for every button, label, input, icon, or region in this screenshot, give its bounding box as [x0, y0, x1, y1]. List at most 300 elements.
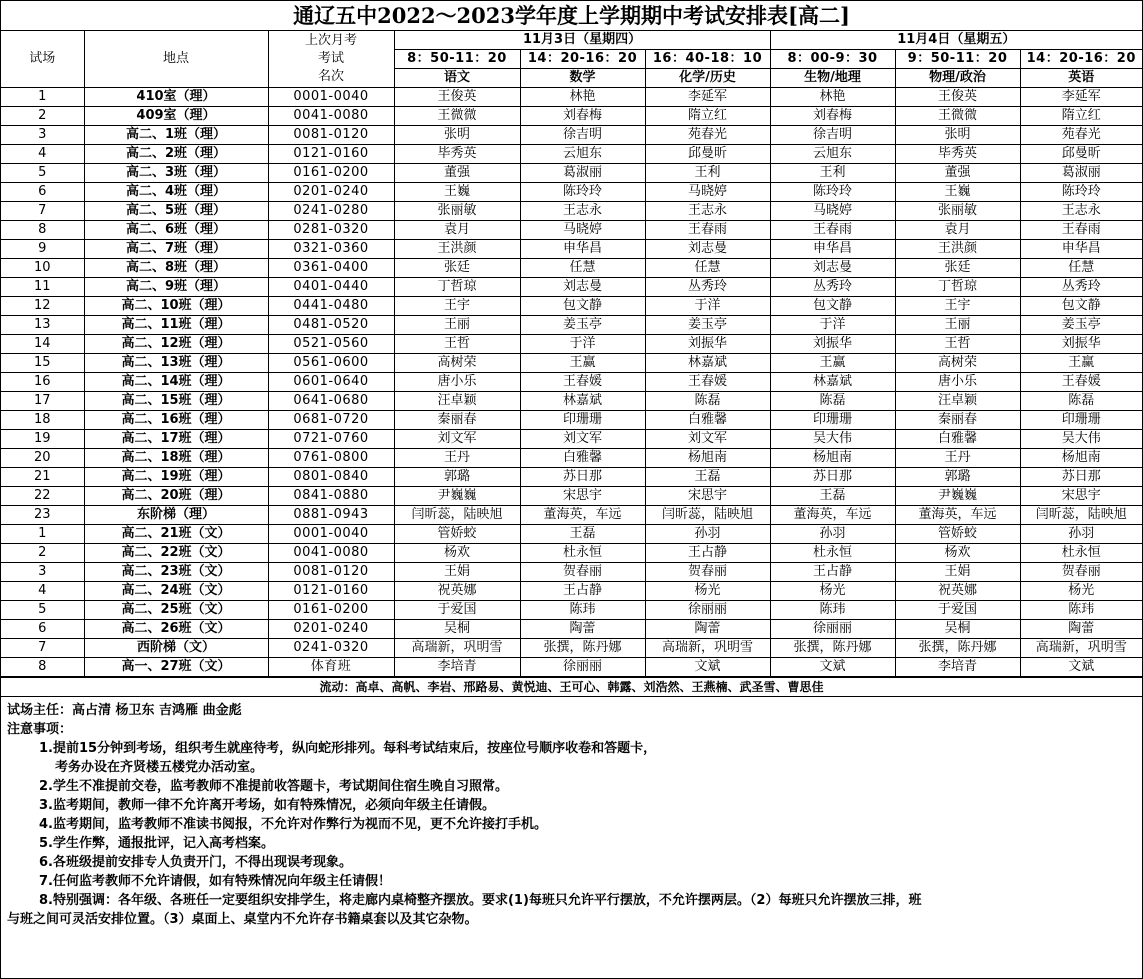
proctor-cell: 印珊珊	[1020, 411, 1142, 430]
proctor-cell: 包文静	[520, 297, 645, 316]
place-cell: 高二、11班（理）	[84, 316, 268, 335]
proctor-cell: 李延军	[645, 88, 770, 107]
proctor-cell: 张撰，陈丹娜	[895, 639, 1020, 658]
proctor-cell: 林嘉斌	[770, 373, 895, 392]
room-number-cell: 23	[1, 506, 84, 525]
rank-range-cell: 0521-0560	[268, 335, 394, 354]
proctor-cell: 高瑞新，巩明雪	[1020, 639, 1142, 658]
header-time: 14：20-16：20	[520, 50, 645, 69]
proctor-cell: 任慧	[1020, 259, 1142, 278]
table-row	[1, 411, 1142, 430]
table-row	[1, 316, 1142, 335]
proctor-cell: 葛淑丽	[1020, 164, 1142, 183]
room-number-cell: 19	[1, 430, 84, 449]
place-cell: 高二、21班（文）	[84, 525, 268, 544]
table-row	[1, 145, 1142, 164]
header-room: 试场	[1, 31, 84, 88]
note-item: 3.监考期间，教师一律不允许离开考场，如有特殊情况，必须向年级主任请假。	[39, 798, 495, 813]
proctor-cell: 陈玲玲	[1020, 183, 1142, 202]
table-row	[1, 88, 1142, 107]
table-row	[1, 582, 1142, 601]
proctor-cell: 尹巍巍	[394, 487, 520, 506]
proctor-cell: 宋思宇	[520, 487, 645, 506]
place-cell: 东阶梯（理）	[84, 506, 268, 525]
proctor-cell: 陈玲玲	[770, 183, 895, 202]
header-rank-line: 考试	[317, 51, 344, 66]
proctor-cell: 李培青	[394, 658, 520, 677]
room-number-cell: 4	[1, 145, 84, 164]
proctor-cell: 王志永	[1020, 202, 1142, 221]
proctor-cell: 吴桐	[394, 620, 520, 639]
proctor-cell: 张廷	[394, 259, 520, 278]
notes-heading: 注意事项：	[7, 722, 73, 737]
room-number-cell: 5	[1, 601, 84, 620]
proctor-cell: 王磊	[520, 525, 645, 544]
proctor-cell: 包文静	[770, 297, 895, 316]
room-number-cell: 20	[1, 449, 84, 468]
proctor-cell: 于洋	[520, 335, 645, 354]
proctor-cell: 丁哲琼	[895, 278, 1020, 297]
proctor-cell: 刘志曼	[645, 240, 770, 259]
table-row	[1, 183, 1142, 202]
table-row	[1, 601, 1142, 620]
proctor-cell: 白雅馨	[895, 430, 1020, 449]
proctor-cell: 高树荣	[394, 354, 520, 373]
proctor-cell: 于洋	[770, 316, 895, 335]
proctor-cell: 王丹	[394, 449, 520, 468]
proctor-cell: 高瑞新，巩明雪	[394, 639, 520, 658]
room-number-cell: 6	[1, 620, 84, 639]
proctor-cell: 吴大伟	[1020, 430, 1142, 449]
proctor-cell: 王志永	[645, 202, 770, 221]
header-subject: 生物/地理	[770, 69, 895, 88]
rank-range-cell: 0801-0840	[268, 468, 394, 487]
proctor-cell: 杨旭南	[645, 449, 770, 468]
proctor-cell: 闫昕蕊，陆映旭	[394, 506, 520, 525]
table-row	[1, 164, 1142, 183]
proctor-cell: 邱曼昕	[645, 145, 770, 164]
table-row	[1, 658, 1142, 677]
proctor-cell: 任慧	[520, 259, 645, 278]
proctor-cell: 王哲	[394, 335, 520, 354]
proctor-cell: 张丽敏	[394, 202, 520, 221]
header-rank	[268, 31, 394, 88]
rank-range-cell: 0881-0943	[268, 506, 394, 525]
rank-range-cell: 0001-0040	[268, 525, 394, 544]
room-number-cell: 13	[1, 316, 84, 335]
proctor-cell: 云旭东	[770, 145, 895, 164]
proctor-cell: 王春雨	[1020, 221, 1142, 240]
proctor-cell: 王磊	[770, 487, 895, 506]
header-rank-line: 上次月考	[304, 33, 357, 48]
proctor-cell: 丛秀玲	[1020, 278, 1142, 297]
proctor-cell: 于爱国	[895, 601, 1020, 620]
proctor-cell: 马晓婷	[645, 183, 770, 202]
proctor-cell: 杨光	[1020, 582, 1142, 601]
header-time: 9：50-11：20	[895, 50, 1020, 69]
header-time: 8：50-11：20	[394, 50, 520, 69]
place-cell: 高二、14班（理）	[84, 373, 268, 392]
schedule-table	[1, 31, 1142, 677]
proctor-cell: 李培青	[895, 658, 1020, 677]
proctor-cell: 文斌	[770, 658, 895, 677]
table-row	[1, 240, 1142, 259]
proctor-cell: 刘春梅	[520, 107, 645, 126]
note-item: 1.提前15分钟到考场，组织考生就座待考，纵向蛇形排列。每科考试结束后，按座位号顺序收卷和答题卡，	[39, 741, 657, 756]
place-cell: 高二、22班（文）	[84, 544, 268, 563]
rank-range-cell: 0081-0120	[268, 126, 394, 145]
proctor-cell: 白雅馨	[520, 449, 645, 468]
page-title: 通辽五中2022～2023学年度上学期期中考试安排表[高二]	[1, 1, 1142, 31]
place-cell: 409室（理）	[84, 107, 268, 126]
proctor-cell: 杜永恒	[520, 544, 645, 563]
table-row	[1, 468, 1142, 487]
table-row	[1, 487, 1142, 506]
note-item: 5.学生作弊，通报批评，记入高考档案。	[39, 836, 274, 851]
proctor-cell: 隋立红	[1020, 107, 1142, 126]
proctor-cell: 申华昌	[1020, 240, 1142, 259]
place-cell: 高二、5班（理）	[84, 202, 268, 221]
proctor-cell: 陈玲玲	[520, 183, 645, 202]
proctor-cell: 毕秀英	[394, 145, 520, 164]
proctor-cell: 贺春丽	[645, 563, 770, 582]
header-day1: 11月3日（星期四）	[394, 31, 770, 50]
proctor-cell: 袁月	[895, 221, 1020, 240]
proctor-cell: 王丹	[895, 449, 1020, 468]
proctor-cell: 王志永	[520, 202, 645, 221]
room-number-cell: 10	[1, 259, 84, 278]
room-number-cell: 2	[1, 544, 84, 563]
room-number-cell: 17	[1, 392, 84, 411]
room-number-cell: 2	[1, 107, 84, 126]
header-subject: 英语	[1020, 69, 1142, 88]
rank-range-cell: 0361-0400	[268, 259, 394, 278]
proctor-cell: 苏日那	[520, 468, 645, 487]
proctor-cell: 苏日那	[1020, 468, 1142, 487]
room-number-cell: 3	[1, 563, 84, 582]
proctor-cell: 任慧	[645, 259, 770, 278]
table-row	[1, 620, 1142, 639]
proctor-cell: 郭璐	[394, 468, 520, 487]
rank-range-cell: 0841-0880	[268, 487, 394, 506]
room-number-cell: 12	[1, 297, 84, 316]
proctor-cell: 杨欢	[394, 544, 520, 563]
place-cell: 高二、18班（理）	[84, 449, 268, 468]
proctor-cell: 张撰，陈丹娜	[520, 639, 645, 658]
header-day2: 11月4日（星期五）	[770, 31, 1142, 50]
proctor-cell: 刘文军	[520, 430, 645, 449]
proctor-cell: 白雅馨	[645, 411, 770, 430]
room-number-cell: 14	[1, 335, 84, 354]
proctor-cell: 苏日那	[770, 468, 895, 487]
proctor-cell: 王俊英	[895, 88, 1020, 107]
rank-range-cell: 0041-0080	[268, 107, 394, 126]
proctor-cell: 徐吉明	[770, 126, 895, 145]
rank-range-cell: 0201-0240	[268, 183, 394, 202]
proctor-cell: 李延军	[1020, 88, 1142, 107]
notes-section	[1, 697, 1142, 929]
proctor-cell: 杨旭南	[770, 449, 895, 468]
rank-range-cell: 0161-0200	[268, 164, 394, 183]
proctor-cell: 秦丽春	[394, 411, 520, 430]
proctor-cell: 刘振华	[1020, 335, 1142, 354]
proctor-cell: 高树荣	[895, 354, 1020, 373]
place-cell: 西阶梯（文）	[84, 639, 268, 658]
proctor-cell: 唐小乐	[895, 373, 1020, 392]
table-row	[1, 506, 1142, 525]
proctor-cell: 唐小乐	[394, 373, 520, 392]
table-row	[1, 335, 1142, 354]
proctor-cell: 王哲	[895, 335, 1020, 354]
proctor-cell: 张撰，陈丹娜	[770, 639, 895, 658]
place-cell: 高二、17班（理）	[84, 430, 268, 449]
place-cell: 高二、24班（文）	[84, 582, 268, 601]
proctor-cell: 刘志曼	[520, 278, 645, 297]
proctor-cell: 陈磊	[770, 392, 895, 411]
proctor-cell: 王春雨	[770, 221, 895, 240]
proctor-cell: 隋立红	[645, 107, 770, 126]
proctor-cell: 王利	[645, 164, 770, 183]
proctor-cell: 管娇蛟	[394, 525, 520, 544]
room-number-cell: 7	[1, 202, 84, 221]
proctor-cell: 董海英，车远	[520, 506, 645, 525]
proctor-cell: 闫昕蕊，陆映旭	[645, 506, 770, 525]
proctor-cell: 马晓婷	[770, 202, 895, 221]
room-number-cell: 7	[1, 639, 84, 658]
place-cell: 高二、10班（理）	[84, 297, 268, 316]
proctor-cell: 王占静	[520, 582, 645, 601]
room-number-cell: 6	[1, 183, 84, 202]
proctor-cell: 王占静	[645, 544, 770, 563]
proctor-cell: 陈玮	[770, 601, 895, 620]
room-number-cell: 16	[1, 373, 84, 392]
proctor-cell: 印珊珊	[520, 411, 645, 430]
proctor-cell: 林嘉斌	[520, 392, 645, 411]
proctor-cell: 徐丽丽	[770, 620, 895, 639]
proctor-cell: 吴桐	[895, 620, 1020, 639]
proctor-cell: 王春雨	[645, 221, 770, 240]
proctor-cell: 张廷	[895, 259, 1020, 278]
proctor-cell: 陈玮	[1020, 601, 1142, 620]
place-cell: 高二、4班（理）	[84, 183, 268, 202]
header-time: 16：40-18：10	[645, 50, 770, 69]
proctor-cell: 马晓婷	[520, 221, 645, 240]
rank-range-cell: 0681-0720	[268, 411, 394, 430]
proctor-cell: 杨欢	[895, 544, 1020, 563]
proctor-cell: 杨旭南	[1020, 449, 1142, 468]
proctor-cell: 文斌	[1020, 658, 1142, 677]
proctor-cell: 刘志曼	[770, 259, 895, 278]
table-row	[1, 126, 1142, 145]
proctor-cell: 申华昌	[520, 240, 645, 259]
table-row	[1, 278, 1142, 297]
note-item-continuation: 考务办设在齐贤楼五楼党办活动室。	[55, 760, 264, 775]
proctor-cell: 王俊英	[394, 88, 520, 107]
proctor-cell: 王丽	[895, 316, 1020, 335]
proctor-cell: 包文静	[1020, 297, 1142, 316]
room-number-cell: 18	[1, 411, 84, 430]
room-number-cell: 4	[1, 582, 84, 601]
proctor-cell: 申华昌	[770, 240, 895, 259]
proctor-cell: 文斌	[645, 658, 770, 677]
rank-range-cell: 0081-0120	[268, 563, 394, 582]
proctor-cell: 陶蕾	[1020, 620, 1142, 639]
proctor-cell: 毕秀英	[895, 145, 1020, 164]
proctor-cell: 林艳	[770, 88, 895, 107]
note-item: 2.学生不准提前交卷，监考教师不准提前收答题卡，考试期间住宿生晚自习照常。	[39, 779, 508, 794]
rank-range-cell: 0721-0760	[268, 430, 394, 449]
proctor-cell: 宋思宇	[1020, 487, 1142, 506]
proctor-cell: 王巍	[394, 183, 520, 202]
proctor-cell: 高瑞新，巩明雪	[645, 639, 770, 658]
proctor-cell: 王宇	[394, 297, 520, 316]
proctor-cell: 杜永恒	[1020, 544, 1142, 563]
proctor-cell: 姜玉亭	[1020, 316, 1142, 335]
proctor-cell: 贺春丽	[520, 563, 645, 582]
note-item: 6.各班级提前安排专人负责开门，不得出现误考现象。	[39, 855, 352, 870]
proctor-cell: 杨光	[770, 582, 895, 601]
directors-line: 试场主任：高占清 杨卫东 吉鸿雁 曲金彪	[7, 703, 242, 718]
room-number-cell: 21	[1, 468, 84, 487]
proctor-cell: 董海英，车远	[895, 506, 1020, 525]
rank-range-cell: 0241-0320	[268, 639, 394, 658]
table-row	[1, 525, 1142, 544]
proctor-cell: 葛淑丽	[520, 164, 645, 183]
rank-range-cell: 0041-0080	[268, 544, 394, 563]
proctor-cell: 徐吉明	[520, 126, 645, 145]
proctor-cell: 董强	[394, 164, 520, 183]
proctor-cell: 云旭东	[520, 145, 645, 164]
header-time: 8：00-9：30	[770, 50, 895, 69]
room-number-cell: 5	[1, 164, 84, 183]
note-item: 8.特别强调：各年级、各班任一定要组织安排学生，将走廊内桌椅整齐摆放。要求(1)每班只允许平行摆放，不允许摆两层。（2）每班只允许摆放三排，班	[39, 893, 922, 908]
proctor-cell: 姜玉亭	[645, 316, 770, 335]
proctor-cell: 徐丽丽	[520, 658, 645, 677]
proctor-cell: 刘春梅	[770, 107, 895, 126]
proctor-cell: 陈磊	[1020, 392, 1142, 411]
place-cell: 高二、15班（理）	[84, 392, 268, 411]
place-cell: 高二、1班（理）	[84, 126, 268, 145]
place-cell: 高二、3班（理）	[84, 164, 268, 183]
room-number-cell: 11	[1, 278, 84, 297]
rank-range-cell: 0281-0320	[268, 221, 394, 240]
place-cell: 高二、2班（理）	[84, 145, 268, 164]
proctor-cell: 祝英娜	[895, 582, 1020, 601]
place-cell: 高二、19班（理）	[84, 468, 268, 487]
proctor-cell: 王娟	[394, 563, 520, 582]
proctor-cell: 陈磊	[645, 392, 770, 411]
proctor-cell: 王磊	[645, 468, 770, 487]
table-row	[1, 563, 1142, 582]
proctor-cell: 王赢	[1020, 354, 1142, 373]
proctor-cell: 孙羽	[1020, 525, 1142, 544]
place-cell: 高二、6班（理）	[84, 221, 268, 240]
proctor-cell: 陶蕾	[520, 620, 645, 639]
proctor-cell: 王洪颜	[394, 240, 520, 259]
rank-range-cell: 0401-0440	[268, 278, 394, 297]
proctor-cell: 张丽敏	[895, 202, 1020, 221]
rank-range-cell: 0001-0040	[268, 88, 394, 107]
rank-range-cell: 0241-0280	[268, 202, 394, 221]
table-row	[1, 297, 1142, 316]
table-row	[1, 392, 1142, 411]
header-place: 地点	[84, 31, 268, 88]
rank-range-cell: 0481-0520	[268, 316, 394, 335]
proctor-cell: 杜永恒	[770, 544, 895, 563]
proctor-cell: 邱曼昕	[1020, 145, 1142, 164]
header-time: 14：20-16：20	[1020, 50, 1142, 69]
place-cell: 高二、23班（文）	[84, 563, 268, 582]
table-row	[1, 259, 1142, 278]
table-row	[1, 221, 1142, 240]
proctor-cell: 秦丽春	[895, 411, 1020, 430]
proctor-cell: 刘文军	[394, 430, 520, 449]
place-cell: 高二、9班（理）	[84, 278, 268, 297]
rank-range-cell: 0121-0160	[268, 582, 394, 601]
proctor-cell: 刘振华	[645, 335, 770, 354]
header-subject: 化学/历史	[645, 69, 770, 88]
place-cell: 高二、13班（理）	[84, 354, 268, 373]
note-item: 4.监考期间，监考教师不准读书阅报，不允许对作弊行为视而不见，更不允许接打手机。	[39, 817, 547, 832]
rank-range-cell: 0761-0800	[268, 449, 394, 468]
proctor-cell: 苑春光	[1020, 126, 1142, 145]
proctor-cell: 王春媛	[520, 373, 645, 392]
place-cell: 高二、12班（理）	[84, 335, 268, 354]
proctor-cell: 苑春光	[645, 126, 770, 145]
proctor-cell: 贺春丽	[1020, 563, 1142, 582]
proctor-cell: 闫昕蕊，陆映旭	[1020, 506, 1142, 525]
proctor-cell: 王利	[770, 164, 895, 183]
proctor-cell: 孙羽	[770, 525, 895, 544]
proctor-cell: 袁月	[394, 221, 520, 240]
header-subject: 数学	[520, 69, 645, 88]
proctor-cell: 杨光	[645, 582, 770, 601]
rank-range-cell: 体育班	[268, 658, 394, 677]
note-item-continuation: 与班之间可灵活安排位置。（3）桌面上、桌堂内不允许存书籍桌套以及其它杂物。	[7, 912, 478, 927]
proctor-cell: 孙羽	[645, 525, 770, 544]
place-cell: 高二、25班（文）	[84, 601, 268, 620]
rank-range-cell: 0561-0600	[268, 354, 394, 373]
proctor-cell: 印珊珊	[770, 411, 895, 430]
proctor-cell: 于爱国	[394, 601, 520, 620]
header-subject: 语文	[394, 69, 520, 88]
place-cell: 高二、16班（理）	[84, 411, 268, 430]
proctor-cell: 陶蕾	[645, 620, 770, 639]
rank-range-cell: 0441-0480	[268, 297, 394, 316]
proctor-cell: 丛秀玲	[770, 278, 895, 297]
table-row	[1, 430, 1142, 449]
schedule-rows	[1, 88, 1142, 677]
proctor-cell: 于洋	[645, 297, 770, 316]
proctor-cell: 姜玉亭	[520, 316, 645, 335]
rank-range-cell: 0161-0200	[268, 601, 394, 620]
note-item: 7.任何监考教师不允许请假，如有特殊情况向年级主任请假！	[39, 874, 391, 889]
proctor-cell: 王春媛	[645, 373, 770, 392]
proctor-cell: 林艳	[520, 88, 645, 107]
proctor-cell: 汪卓颖	[895, 392, 1020, 411]
proctor-cell: 王赢	[770, 354, 895, 373]
proctor-cell: 王宇	[895, 297, 1020, 316]
proctor-cell: 王娟	[895, 563, 1020, 582]
room-number-cell: 22	[1, 487, 84, 506]
proctor-cell: 丛秀玲	[645, 278, 770, 297]
table-row	[1, 354, 1142, 373]
room-number-cell: 8	[1, 658, 84, 677]
proctor-cell: 尹巍巍	[895, 487, 1020, 506]
proctor-cell: 管娇蛟	[895, 525, 1020, 544]
table-row	[1, 202, 1142, 221]
header-subject: 物理/政治	[895, 69, 1020, 88]
